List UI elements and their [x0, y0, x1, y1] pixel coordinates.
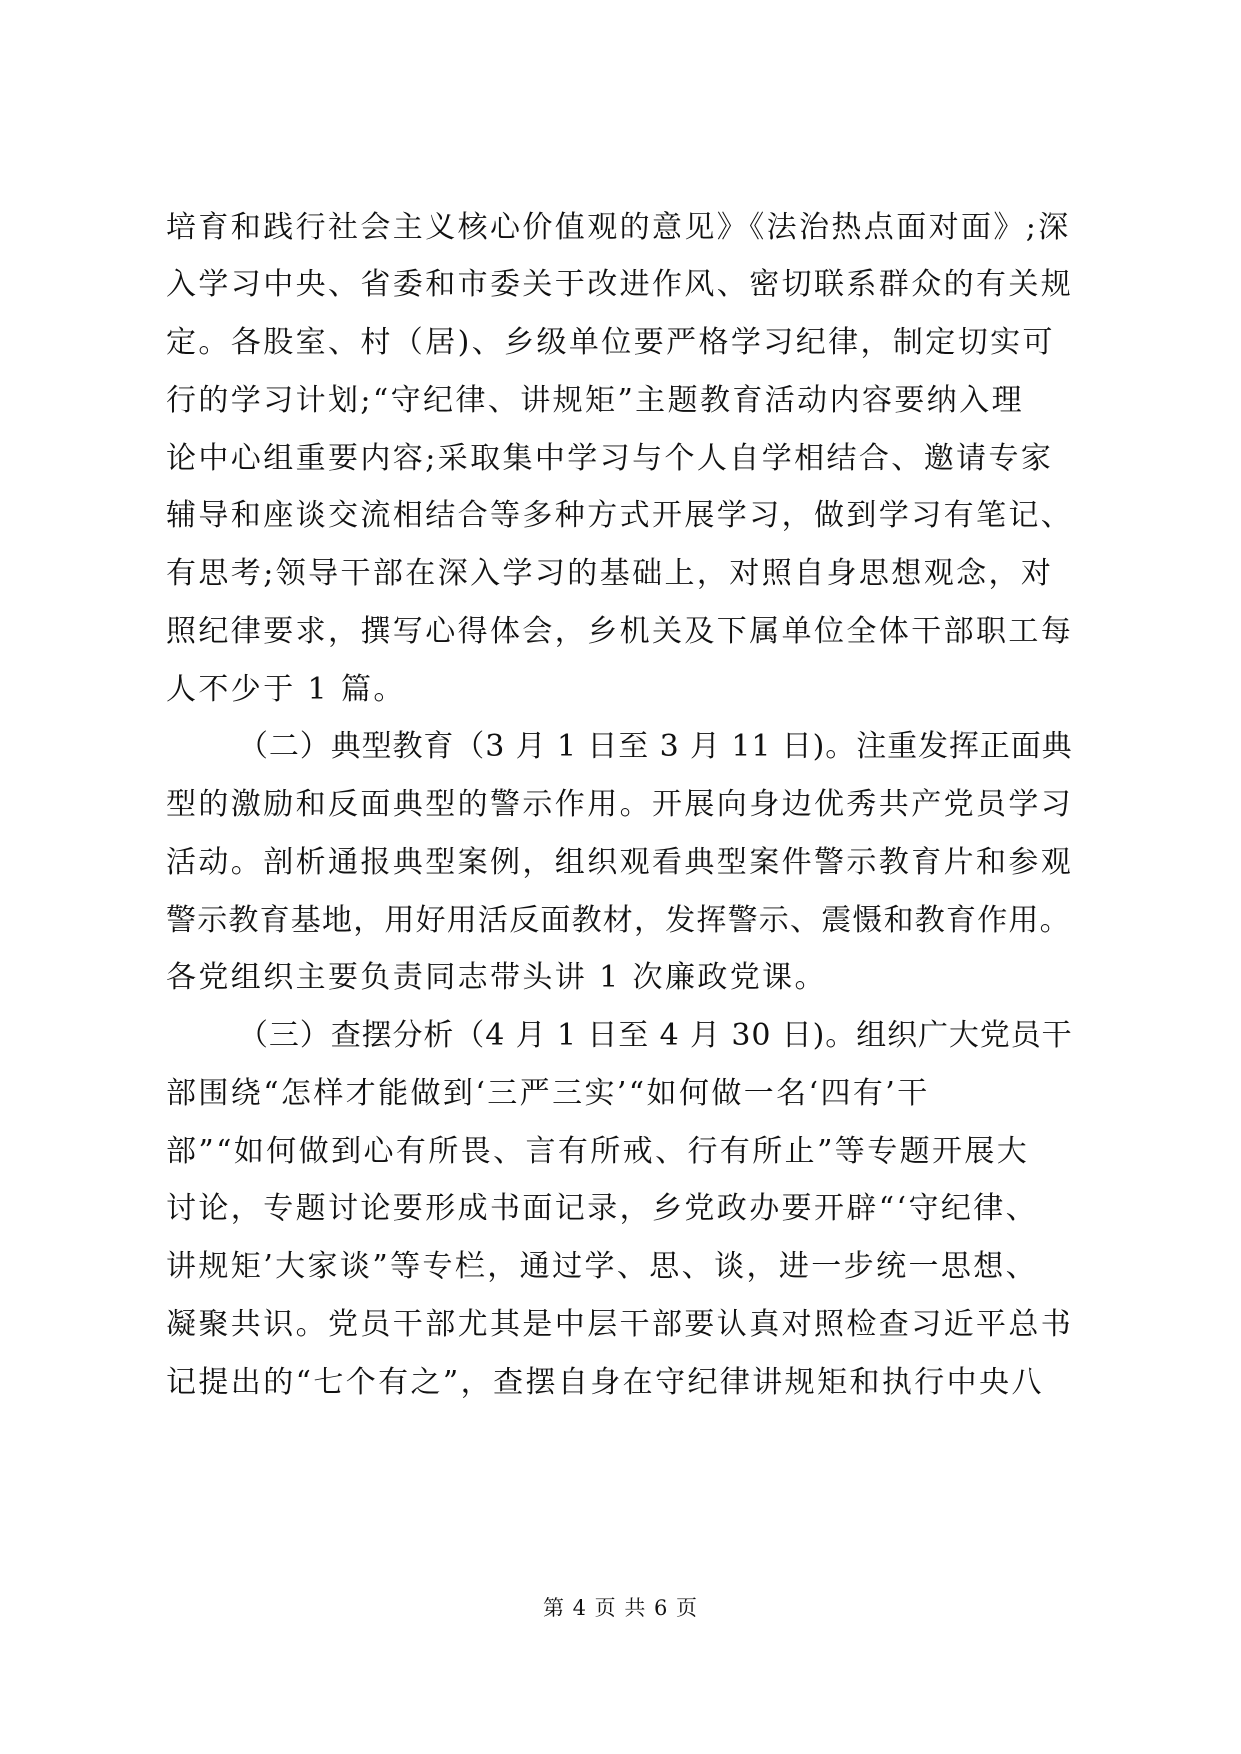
body-text-line: 记提出的“七个有之”，查摆自身在守纪律讲规矩和执行中央八	[166, 1365, 1044, 1400]
body-text-line: 各党组织主要负责同志带头讲 1 次廉政党课。	[166, 960, 827, 995]
section-heading-line: （三）查摆分析（4 月 1 日至 4 月 30 日)。组织广大党员干	[238, 1018, 1073, 1053]
section-heading-line: （二）典型教育（3 月 1 日至 3 月 11 日)。注重发挥正面典	[238, 729, 1073, 764]
body-text-line: 凝聚共识。党员干部尤其是中层干部要认真对照检查习近平总书	[166, 1307, 1074, 1342]
body-text-line: 讲规矩’大家谈”等专栏，通过学、思、谈，进一步统一思想、	[166, 1249, 1039, 1284]
body-text-line: 人不少于 1 篇。	[166, 672, 406, 707]
body-text-line: 培育和践行社会主义核心价值观的意见》《法治热点面对面》;深	[166, 210, 1071, 245]
body-text-line: 有思考;领导干部在深入学习的基础上，对照自身思想观念，对	[166, 556, 1054, 591]
body-text-line: 论中心组重要内容;采取集中学习与个人自学相结合、邀请专家	[166, 441, 1054, 476]
body-text-line: 照纪律要求，撰写心得体会，乡机关及下属单位全体干部职工每	[166, 614, 1074, 649]
body-text-line: 辅导和座谈交流相结合等多种方式开展学习，做到学习有笔记、	[166, 498, 1074, 533]
page-number-footer: 第 4 页 共 6 页	[542, 1596, 699, 1620]
body-text-line: 部”“如何做到心有所畏、言有所戒、行有所止”等专题开展大	[166, 1134, 1030, 1169]
body-text-line: 部围绕“怎样才能做到‘三严三实’“如何做一名‘四有’干	[166, 1076, 930, 1111]
body-text-line: 入学习中央、省委和市委关于改进作风、密切联系群众的有关规	[166, 267, 1074, 302]
body-text-line: 讨论，专题讨论要形成书面记录，乡党政办要开辟“‘守纪律、	[166, 1191, 1039, 1226]
body-text-line: 型的激励和反面典型的警示作用。开展向身边优秀共产党员学习	[166, 787, 1074, 822]
body-text-line: 定。各股室、村（居)、乡级单位要严格学习纪律，制定切实可	[166, 325, 1055, 360]
body-text-line: 警示教育基地，用好用活反面教材，发挥警示、震慑和教育作用。	[166, 903, 1071, 938]
body-text-line: 行的学习计划;“守纪律、讲规矩”主题教育活动内容要纳入理	[166, 383, 1024, 418]
body-text-line: 活动。剖析通报典型案例，组织观看典型案件警示教育片和参观	[166, 845, 1074, 880]
